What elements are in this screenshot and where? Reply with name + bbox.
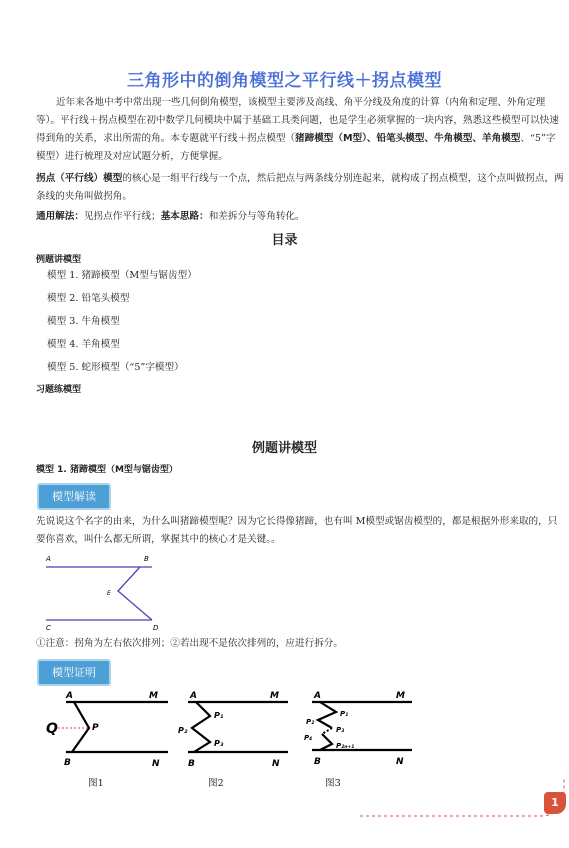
fig2-label-m: M bbox=[270, 691, 279, 701]
fig1-label-a: A bbox=[66, 691, 73, 701]
intro-paragraph bbox=[36, 94, 564, 166]
toc-heading: 目录 bbox=[271, 233, 298, 248]
fig3-label-p2: P₂ bbox=[306, 718, 315, 726]
figure-caption-3: 图3 bbox=[325, 778, 341, 789]
fig1-label-b: B bbox=[64, 758, 71, 768]
toc-item-model4[interactable]: 模型 4. 羊角模型 bbox=[47, 339, 120, 350]
proof-figure-1 bbox=[44, 688, 174, 770]
fig2-label-a: A bbox=[190, 691, 197, 701]
fig2-label-p1: P₁ bbox=[214, 711, 224, 720]
toc-item-model2[interactable]: 模型 2. 铅笔头模型 bbox=[47, 293, 130, 304]
figure-caption-2: 图2 bbox=[208, 778, 224, 789]
fig3-label-p2n1: P₂ₙ₊₁ bbox=[336, 742, 355, 750]
fig3-label-p4: P₄ bbox=[304, 734, 313, 742]
page-corner-decoration bbox=[350, 776, 569, 836]
fig3-label-p3: P₃ bbox=[336, 726, 345, 734]
fig0-label-a: A bbox=[46, 555, 51, 563]
toc-item-model1[interactable]: 模型 1. 猪蹄模型（M型与锯齿型） bbox=[47, 270, 197, 281]
m-model-figure bbox=[40, 551, 170, 633]
fig0-label-e: E bbox=[107, 590, 111, 597]
toc-section-examples[interactable]: 例题讲模型 bbox=[36, 255, 82, 265]
fig1-label-n: N bbox=[152, 759, 160, 769]
proof-figure-2 bbox=[174, 688, 294, 770]
fig2-label-p2: P₂ bbox=[178, 726, 188, 735]
toc-item-model3[interactable]: 模型 3. 牛角模型 bbox=[47, 316, 120, 327]
fig0-label-d: D bbox=[153, 624, 159, 632]
intro-text: 近年来各地中考中常出现一些几何倒角模型，该模型主要涉及高线、角平分线及角度的计算（内角和定理、外角定理等）。平行线＋拐点模型在初中数学几何模块中属于基础工具类问题，也是学生必须掌握的一块内容，熟悉这些模型可以快速得到角的关系，求出所需的角。本专题就平行线＋拐点模型（ bbox=[36, 97, 559, 144]
intro-bold-models: 猪蹄模型（M型）、铅笔头模型、牛角模型、羊角模型 bbox=[295, 133, 521, 144]
toc-section-exercises[interactable]: 习题练模型 bbox=[36, 385, 82, 395]
fig1-label-q: Q bbox=[46, 721, 58, 737]
idea-label: 基本思路： bbox=[160, 211, 209, 222]
model-proof-badge: 模型证明 bbox=[37, 659, 111, 686]
fig3-label-m: M bbox=[396, 691, 405, 701]
fig0-label-c: C bbox=[46, 624, 51, 632]
definition-paragraph bbox=[36, 170, 564, 206]
page-number: 1 bbox=[544, 792, 566, 814]
fig2-label-b: B bbox=[188, 759, 195, 769]
intro-text-end: 、“5”字模型）进行梳理及对应试题分析，方便掌握。 bbox=[36, 133, 556, 162]
toc-item-model5[interactable]: 模型 5. 蛇形模型（“5”字模型） bbox=[47, 362, 184, 373]
fig1-label-p: P bbox=[92, 723, 99, 733]
page-title: 三角形中的倒角模型之平行线＋拐点模型 bbox=[127, 71, 442, 91]
model1-note: ①注意：拐角为左右依次排列；②若出现不是依次排列的，应进行拆分。 bbox=[36, 638, 343, 649]
model1-description: 先说说这个名字的由来，为什么叫猪蹄模型呢？因为它长得像猪蹄，也有叫 M模型或锯齿模型的，都是根据外形来取的，只要你喜欢，叫什么都无所谓，掌握其中的核心才是关键。。 bbox=[36, 516, 558, 545]
proof-figure-3 bbox=[298, 688, 418, 770]
fig0-label-b: B bbox=[144, 555, 149, 563]
definition-term: 拐点（平行线）模型 bbox=[36, 173, 123, 184]
fig3-label-a: A bbox=[314, 691, 321, 701]
method-line bbox=[36, 208, 564, 226]
fig3-label-p1: P₁ bbox=[340, 710, 349, 718]
definition-text: 的核心是一组平行线与一个点，然后把点与两条线分别连起来，就构成了拐点模型，这个点叫做拐点，两条线的夹角叫做拐角。 bbox=[36, 173, 564, 202]
figure-caption-1: 图1 bbox=[88, 778, 104, 789]
model-interpretation-badge: 模型解读 bbox=[37, 483, 111, 510]
fig2-label-n: N bbox=[272, 759, 280, 769]
idea-text: 和差拆分与等角转化。 bbox=[208, 211, 305, 222]
fig3-label-n: N bbox=[396, 757, 404, 767]
method-label: 通用解法： bbox=[36, 211, 84, 222]
fig2-label-p3: P₃ bbox=[214, 739, 224, 748]
fig3-label-b: B bbox=[314, 757, 321, 767]
section-heading: 例题讲模型 bbox=[251, 441, 317, 456]
method-text: 见拐点作平行线； bbox=[83, 211, 161, 222]
fig1-label-m: M bbox=[149, 691, 158, 701]
model1-heading: 模型 1. 猪蹄模型（M型与锯齿型） bbox=[36, 465, 178, 475]
